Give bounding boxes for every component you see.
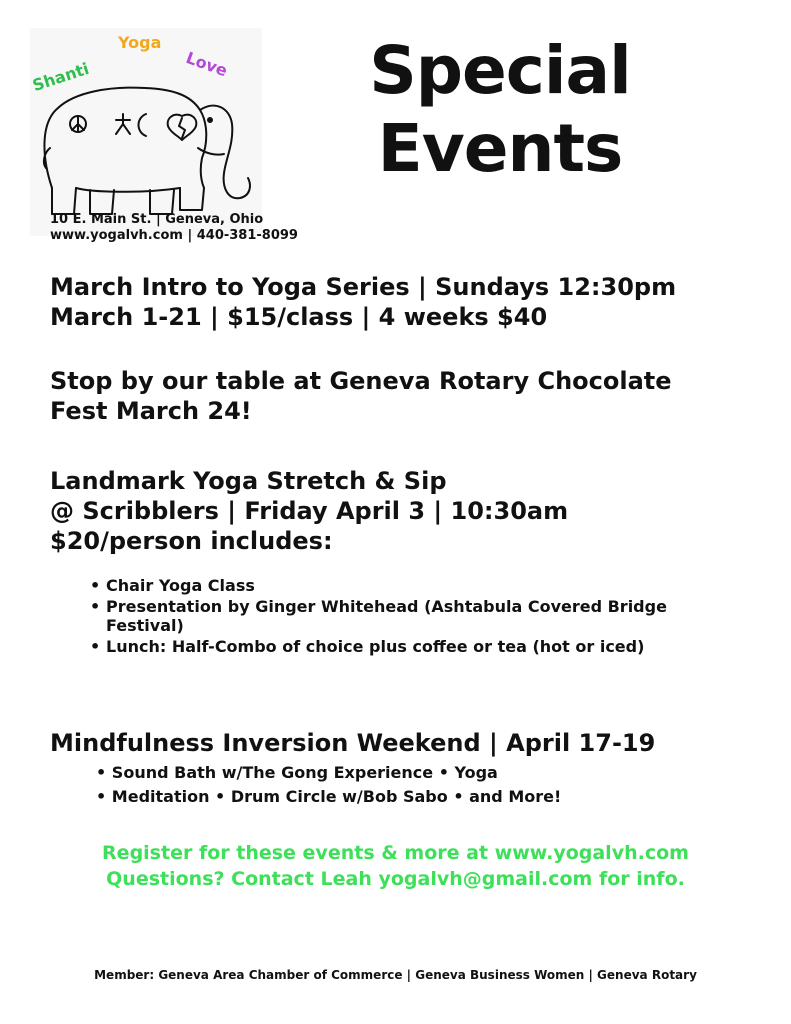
event-chocolate-line1: Stop by our table at Geneva Rotary Chocolate <box>50 367 672 395</box>
event-chocolate-line2: Fest March 24! <box>50 397 252 425</box>
event-mindfulness-line2: • Meditation • Drum Circle w/Bob Sabo • and More! <box>96 787 562 806</box>
page-title <box>340 32 660 188</box>
event-intro-yoga <box>50 272 770 332</box>
register-line2: Questions? Contact Leah yogalvh@gmail.com for info. <box>106 868 685 890</box>
event-landmark-line1: Landmark Yoga Stretch & Sip <box>50 467 447 495</box>
logo-word-yoga: Yoga <box>118 33 162 52</box>
event-landmark-line3: $20/person includes: <box>50 527 333 555</box>
event-mindfulness-title: Mindfulness Inversion Weekend | April 17-19 <box>50 729 656 757</box>
list-item: • Chair Yoga Class <box>88 576 708 595</box>
membership-footer: Member: Geneva Area Chamber of Commerce | Geneva Business Women | Geneva Rotary <box>94 968 697 982</box>
list-item: • Presentation by Ginger Whitehead (Ashtabula Covered Bridge Festival) <box>88 597 708 635</box>
event-mindfulness-line1: • Sound Bath w/The Gong Experience • Yoga <box>96 763 498 782</box>
list-item: • Lunch: Half-Combo of choice plus coffee or tea (hot or iced) <box>88 637 708 656</box>
event-landmark <box>50 466 770 556</box>
page-title-line1: Special <box>369 32 631 109</box>
address-contact: www.yogalvh.com | 440-381-8099 <box>50 228 298 243</box>
register-line1: Register for these events & more at www.yogalvh.com <box>102 842 689 864</box>
logo <box>30 28 262 236</box>
page-title-line2: Events <box>377 110 623 187</box>
event-intro-line1: March Intro to Yoga Series | Sundays 12:30pm <box>50 273 677 301</box>
event-intro-line2: March 1-21 | $15/class | 4 weeks $40 <box>50 303 548 331</box>
event-chocolate-fest <box>50 366 770 426</box>
elephant-icon <box>30 28 262 236</box>
logo-word-love: Love <box>183 48 230 81</box>
event-landmark-line2: @ Scribblers | Friday April 3 | 10:30am <box>50 497 569 525</box>
address-block <box>50 212 298 244</box>
landmark-includes-list <box>88 576 708 658</box>
register-callout <box>0 840 791 892</box>
address-street: 10 E. Main St. | Geneva, Ohio <box>50 212 264 227</box>
logo-word-shanti: Shanti <box>30 58 92 95</box>
